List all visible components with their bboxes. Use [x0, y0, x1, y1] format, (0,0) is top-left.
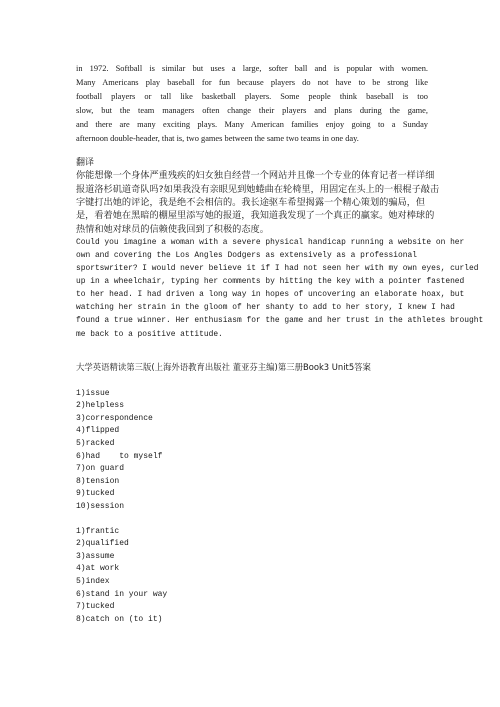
answer-item: 8)catch on (to it) [76, 614, 163, 624]
english-paragraph [76, 62, 428, 145]
answer-item: 6)stand in your way [76, 589, 168, 599]
paragraph-line: 热情和她对球员的信赖使我回到了积极的态度。 [76, 223, 269, 235]
answer-item: 4)flipped [76, 426, 120, 436]
answer-item: 3)correspondence [76, 413, 153, 423]
paragraph-line: 你能想像一个身体严重残疾的妇女独自经营一个网站并且像一个专业的体育记者一样详细 [76, 170, 435, 182]
answer-item: 8)tension [76, 476, 120, 486]
answer-item: 4)at work [76, 564, 120, 574]
answer-item: 5)index [76, 576, 110, 586]
paragraph-line: sportswriter? I would never believe it if I had not seen her with my own eyes, curled [76, 264, 479, 274]
answer-list-part1 [76, 388, 428, 514]
answer-item: 6)had to myself [76, 451, 163, 461]
paragraph-line: and there are many exciting plays. Many American families enjoy going to a Sunday [76, 119, 428, 129]
answer-item: 2)helpless [76, 401, 125, 411]
paragraph-line: afternoon double-header, that is, two games between the same two teams in one day. [76, 133, 359, 143]
paragraph-line: me back to a positive attitude. [76, 329, 223, 339]
paragraph-line: watching her strain in the gloom of her shanty to add to her story, I knew I had [76, 303, 455, 313]
paragraph-line: slow, but the team managers often change their players and plans during the game, [76, 105, 428, 115]
paragraph-line: 字键打出她的评论，我是绝不会相信的。我长途驱车希望揭露一个精心策划的骗局，但 [76, 197, 426, 209]
document-page [76, 62, 484, 626]
answer-item: 2)qualified [76, 539, 129, 549]
answer-item: 10)session [76, 502, 125, 512]
paragraph-line: found a true winner. Her enthusiasm for the game and her trust in the athletes brought [76, 316, 484, 326]
paragraph-line: 是，看着她在黑暗的棚屋里添写她的报道，我知道我发现了一个真正的赢家。她对棒球的 [76, 210, 435, 222]
paragraph-line: to her head. I had driven a long way in hopes of uncovering an elaborate hoax, but [76, 290, 465, 300]
paragraph-line: Many Americans play baseball for fun because players do not have to be strong like [76, 77, 428, 87]
paragraph-line: up in a wheelchair, typing her comments by hitting the key with a pointer fastened [76, 277, 465, 287]
answer-item: 7)on guard [76, 464, 125, 474]
answer-item: 5)racked [76, 439, 115, 449]
answer-item: 7)tucked [76, 602, 115, 612]
answer-list-part2 [76, 526, 428, 627]
answer-section-title: 大学英语精读第三版(上海外语教育出版社 董亚芬主编)第三册Book3 Unit5答案 [76, 361, 371, 372]
paragraph-line: own and covering the Los Angles Dodgers as extensively as a professional [76, 251, 417, 261]
answer-item: 1)issue [76, 388, 110, 398]
english-translation-paragraph [76, 236, 484, 341]
answer-item: 1)frantic [76, 526, 120, 536]
paragraph-line: 报道洛杉矶道奇队吗?如果我没有亲眼见到她蜷曲在轮椅里，用固定在头上的一根棍子敲击 [76, 183, 440, 195]
answer-item: 9)tucked [76, 489, 115, 499]
answer-item: 3)assume [76, 551, 115, 561]
chinese-translation-paragraph [76, 169, 440, 235]
paragraph-line: Could you imagine a woman with a severe physical handicap running a website on her [76, 237, 465, 247]
translation-heading: 翻译 [76, 158, 95, 169]
paragraph-line: football players or tall like basketball players. Some people think baseball is too [76, 91, 428, 101]
paragraph-line: in 1972. Softball is similar but uses a large, softer ball and is popular with women. [76, 64, 428, 73]
